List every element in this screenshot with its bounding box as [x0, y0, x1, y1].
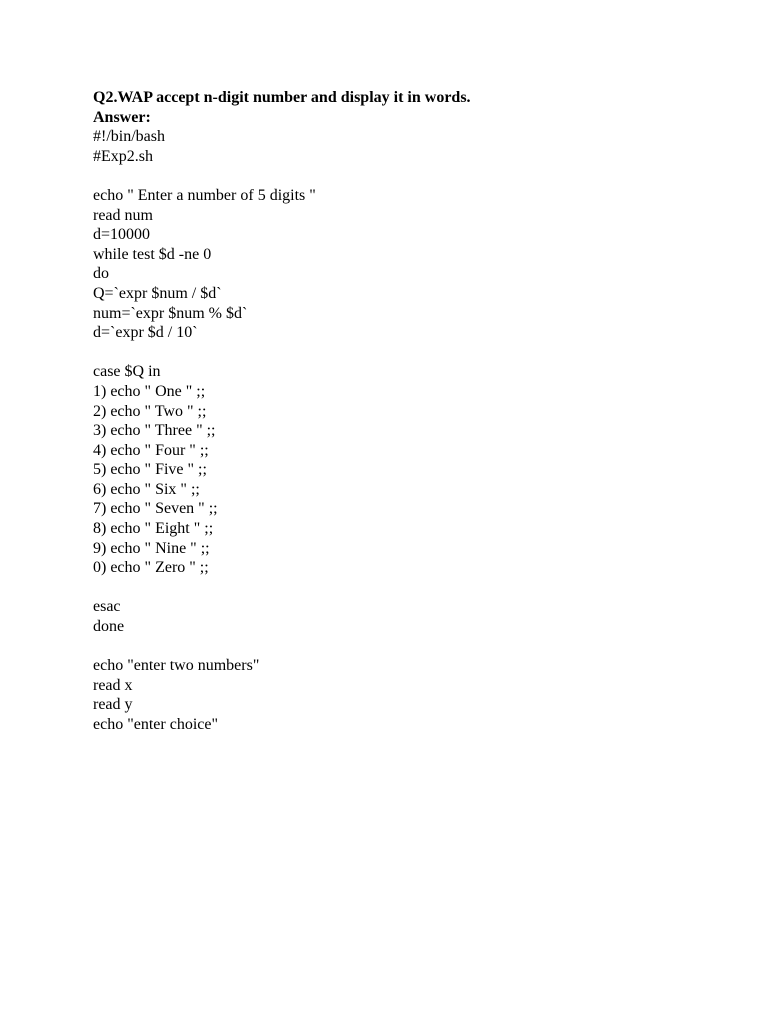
code-line: 2) echo " Two " ;;	[93, 402, 207, 420]
code-line	[93, 166, 471, 186]
answer-label: Answer:	[93, 108, 151, 126]
code-line: echo "enter two numbers"	[93, 657, 260, 675]
code-line: #!/bin/bash	[93, 128, 165, 146]
code-block	[93, 127, 471, 734]
code-line: echo "enter choice"	[93, 716, 218, 733]
code-line: 4) echo " Four " ;;	[93, 441, 209, 459]
code-line: 9) echo " Nine " ;;	[93, 539, 210, 557]
code-line: d=`expr $d / 10`	[93, 324, 198, 342]
code-line: case $Q in	[93, 363, 161, 381]
code-line: 0) echo " Zero " ;;	[93, 559, 209, 577]
code-line: num=`expr $num % $d`	[93, 304, 248, 322]
code-line: 1) echo " One " ;;	[93, 382, 206, 400]
code-line	[93, 343, 471, 363]
code-line: read num	[93, 206, 153, 224]
code-line	[93, 637, 471, 657]
code-line: 5) echo " Five " ;;	[93, 461, 207, 479]
code-line: read y	[93, 696, 133, 714]
code-line: 7) echo " Seven " ;;	[93, 500, 218, 518]
code-line: #Exp2.sh	[93, 147, 153, 165]
code-line: esac	[93, 598, 121, 616]
question-title: Q2.WAP accept n-digit number and display it in words.	[93, 89, 471, 106]
code-line: read x	[93, 676, 133, 694]
document-body	[93, 88, 471, 735]
code-line: 6) echo " Six " ;;	[93, 480, 200, 498]
code-line: 8) echo " Eight " ;;	[93, 520, 214, 538]
code-line: echo " Enter a number of 5 digits "	[93, 186, 316, 204]
code-line: d=10000	[93, 226, 151, 244]
code-line: Q=`expr $num / $d`	[93, 284, 222, 302]
code-line	[93, 578, 471, 598]
code-line: while test $d -ne 0	[93, 245, 212, 263]
code-line: 3) echo " Three " ;;	[93, 422, 216, 440]
code-line: do	[93, 265, 109, 283]
code-line: done	[93, 618, 125, 636]
